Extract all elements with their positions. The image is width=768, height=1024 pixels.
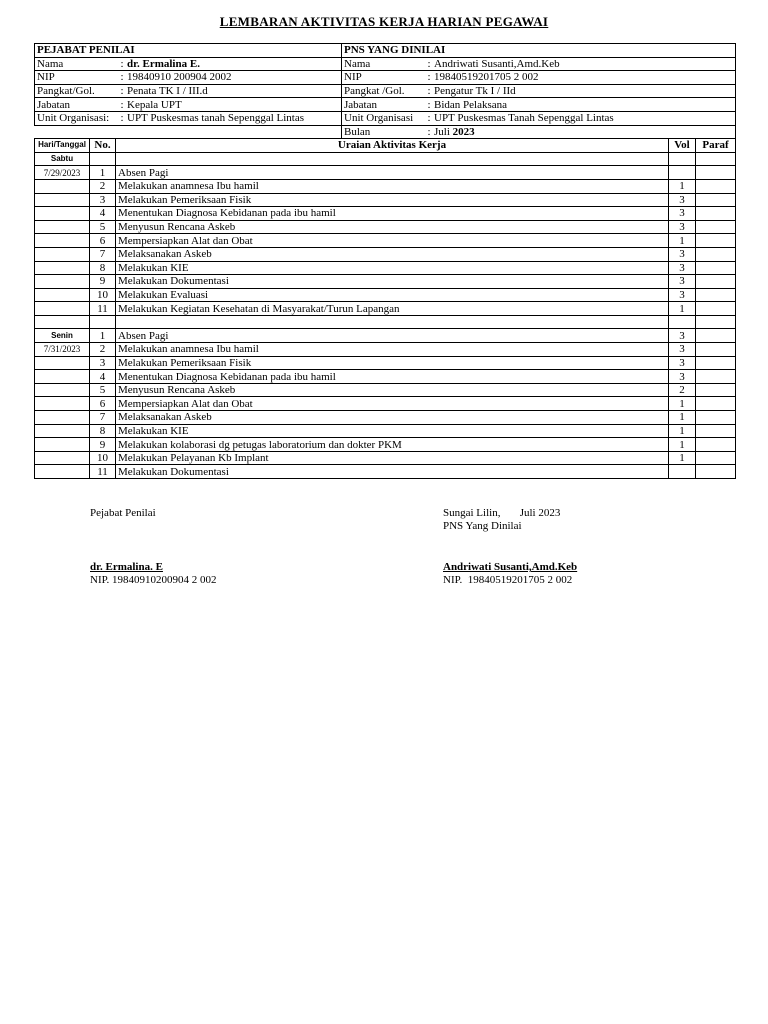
table-row [35,451,736,465]
field-value: Pengatur Tk I / IId [434,85,516,98]
info-row [35,71,736,85]
item-vol: 3 [669,207,696,221]
empty-cell [35,288,90,302]
item-vol: 1 [669,179,696,193]
field-label: Nama [344,57,371,70]
table-row [35,234,736,248]
col-no: No. [90,139,116,153]
table-row [35,193,736,207]
item-no: 8 [90,261,116,275]
item-vol: 3 [669,261,696,275]
empty-cell [696,152,736,166]
item-no: 10 [90,451,116,465]
item-vol: 3 [669,275,696,289]
dinilai-field [342,125,736,139]
item-no: 9 [90,438,116,452]
item-vol: 1 [669,438,696,452]
item-paraf [696,411,736,425]
field-label: Nama [37,57,64,70]
empty-cell [116,152,669,166]
field-colon: : [427,85,431,98]
item-no: 2 [90,179,116,193]
item-paraf [696,288,736,302]
item-vol: 3 [669,343,696,357]
penilai-field [35,57,342,71]
item-activity: Absen Pagi [116,166,669,180]
info-row [35,57,736,71]
item-paraf [696,397,736,411]
empty-cell [35,234,90,248]
item-activity: Melakukan KIE [116,261,669,275]
item-no: 11 [90,302,116,316]
signer-role: PNS Yang Dinilai [443,520,522,532]
item-activity: Melaksanakan Askeb [116,247,669,261]
field-colon: : [427,57,431,70]
field-value: Kepala UPT [127,98,182,111]
field-colon: : [120,98,124,111]
table-row [35,356,736,370]
field-label: Unit Organisasi [344,112,414,125]
signer-name: dr. Ermalina. E [90,561,163,573]
empty-cell [35,465,90,479]
item-no: 4 [90,207,116,221]
item-vol: 3 [669,329,696,343]
item-paraf [696,220,736,234]
item-paraf [696,207,736,221]
table-row [35,220,736,234]
item-activity: Melakukan Pemeriksaan Fisik [116,193,669,207]
item-paraf [696,451,736,465]
item-paraf [696,302,736,316]
empty-cell [35,438,90,452]
empty-cell [696,315,736,329]
item-vol: 3 [669,193,696,207]
dinilai-field [342,98,736,112]
item-vol [669,465,696,479]
item-no: 4 [90,370,116,384]
item-activity: Menyusun Rencana Askeb [116,383,669,397]
empty-cell [90,152,116,166]
empty-cell [35,356,90,370]
field-value: UPT Puskesmas Tanah Sepenggal Lintas [434,112,614,125]
signer-nip: NIP. 19840519201705 2 002 [443,574,573,586]
table-row [35,275,736,289]
item-vol: 3 [669,220,696,234]
field-colon: : [427,71,431,84]
field-label: NIP [37,71,55,84]
item-activity: Menentukan Diagnosa Kebidanan pada ibu hamil [116,370,669,384]
activity-sheet [34,43,736,479]
document-title: LEMBARAN AKTIVITAS KERJA HARIAN PEGAWAI [219,14,549,29]
empty-cell [35,383,90,397]
empty-cell [35,451,90,465]
empty-cell [669,315,696,329]
table-row [35,438,736,452]
empty-cell [35,370,90,384]
field-colon: : [120,112,124,125]
item-no: 3 [90,193,116,207]
item-no: 5 [90,383,116,397]
item-no: 1 [90,166,116,180]
table-row [35,383,736,397]
table-row [35,397,736,411]
field-colon: : [120,85,124,98]
empty-cell [35,397,90,411]
empty-cell [35,179,90,193]
table-row [35,166,736,180]
table-row [35,207,736,221]
item-activity: Absen Pagi [116,329,669,343]
item-no: 8 [90,424,116,438]
signer-name: Andriwati Susanti,Amd.Keb [443,561,578,573]
dinilai-field [342,84,736,98]
field-colon: : [120,57,124,70]
item-vol: 1 [669,424,696,438]
item-no: 5 [90,220,116,234]
field-label: Pangkat /Gol. [344,85,405,98]
item-paraf [696,329,736,343]
item-activity: Melakukan anamnesa Ibu hamil [116,343,669,357]
dinilai-header: PNS YANG DINILAI [342,44,736,58]
empty-cell [35,193,90,207]
table-row [35,261,736,275]
item-activity: Melakukan Kegiatan Kesehatan di Masyarakat/Turun Lapangan [116,302,669,316]
item-vol: 2 [669,383,696,397]
table-row [35,343,736,357]
item-activity: Melakukan Pemeriksaan Fisik [116,356,669,370]
item-paraf [696,438,736,452]
field-label: Bulan [344,125,371,138]
item-activity: Melakukan Evaluasi [116,288,669,302]
item-vol: 3 [669,356,696,370]
item-no: 7 [90,411,116,425]
item-paraf [696,166,736,180]
day-name: Senin [35,329,90,343]
penilai-header: PEJABAT PENILAI [35,44,342,58]
col-activity: Uraian Aktivitas Kerja [116,139,669,153]
table-row [35,370,736,384]
field-value: 19840910 200904 2002 [127,71,232,84]
empty-cell [35,261,90,275]
item-paraf [696,424,736,438]
item-activity: Melakukan kolaborasi dg petugas laboratorium dan dokter PKM [116,438,669,452]
empty-cell [35,207,90,221]
field-value: Bidan Pelaksana [434,98,508,111]
item-paraf [696,343,736,357]
signature-right [443,507,577,587]
day-date: 7/29/2023 [35,166,90,180]
item-activity: Melakukan Pelayanan Kb Implant [116,451,669,465]
empty-cell [669,152,696,166]
info-row [35,84,736,98]
item-paraf [696,275,736,289]
item-paraf [696,234,736,248]
item-no: 9 [90,275,116,289]
penilai-field [35,111,342,125]
table-row [35,247,736,261]
item-no: 10 [90,288,116,302]
item-no: 2 [90,343,116,357]
item-activity: Melakukan anamnesa Ibu hamil [116,179,669,193]
item-no: 11 [90,465,116,479]
field-value: UPT Puskesmas tanah Sepenggal Lintas [127,112,304,125]
item-no: 6 [90,397,116,411]
item-vol: 1 [669,397,696,411]
field-value: dr. Ermalina E. [127,57,200,70]
table-row [35,288,736,302]
signature-left [90,507,217,587]
field-value-year: 2023 [452,125,475,138]
party-header-row [35,44,736,58]
item-vol: 3 [669,370,696,384]
info-row [35,111,736,125]
table-row [35,302,736,316]
item-activity: Mempersiapkan Alat dan Obat [116,234,669,248]
item-paraf [696,261,736,275]
table-row [35,424,736,438]
empty-cell [35,247,90,261]
info-row [35,125,736,139]
penilai-field [35,84,342,98]
empty-cell [35,411,90,425]
item-paraf [696,247,736,261]
field-label: Jabatan [344,98,377,111]
field-colon: : [120,71,124,84]
item-vol [669,166,696,180]
table-row [35,465,736,479]
item-vol: 3 [669,247,696,261]
item-activity: Melakukan Dokumentasi [116,465,669,479]
signer-nip: NIP. 19840910200904 2 002 [90,574,217,586]
item-no: 1 [90,329,116,343]
item-vol: 1 [669,451,696,465]
place-date: Sungai Lilin, Juli 2023 [443,507,561,519]
empty-cell [90,315,116,329]
item-paraf [696,370,736,384]
field-colon: : [427,112,431,125]
item-paraf [696,383,736,397]
item-vol: 1 [669,234,696,248]
item-vol: 3 [669,288,696,302]
item-vol: 1 [669,302,696,316]
penilai-field [35,98,342,112]
empty-cell [35,315,90,329]
empty-cell [35,125,342,139]
item-paraf [696,465,736,479]
field-value: Juli [434,125,450,138]
empty-cell [35,275,90,289]
field-value: 19840519201705 2 002 [434,71,539,84]
item-no: 6 [90,234,116,248]
item-no: 3 [90,356,116,370]
item-activity: Menentukan Diagnosa Kebidanan pada ibu hamil [116,207,669,221]
field-label: NIP [344,71,362,84]
item-activity: Melakukan Dokumentasi [116,275,669,289]
day-row [35,152,736,166]
field-value: Penata TK I / III.d [127,85,208,98]
column-header-row [35,139,736,153]
dinilai-field [342,71,736,85]
item-paraf [696,179,736,193]
dinilai-field [342,57,736,71]
col-vol: Vol [669,139,696,153]
item-activity: Mempersiapkan Alat dan Obat [116,397,669,411]
table-row [35,179,736,193]
field-colon: : [427,98,431,111]
table-row [35,329,736,343]
field-label: Unit Organisasi: [37,112,110,125]
dinilai-field [342,111,736,125]
day-name: Sabtu [35,152,90,166]
field-label: Pangkat/Gol. [37,85,95,98]
item-paraf [696,356,736,370]
col-date: Hari/Tanggal [35,139,90,153]
item-activity: Melaksanakan Askeb [116,411,669,425]
empty-cell [35,424,90,438]
item-activity: Melakukan KIE [116,424,669,438]
penilai-field [35,71,342,85]
empty-cell [35,302,90,316]
field-colon: : [427,125,431,138]
field-label: Jabatan [37,98,70,111]
info-row [35,98,736,112]
spacer-row [35,315,736,329]
item-no: 7 [90,247,116,261]
table-row [35,411,736,425]
item-activity: Menyusun Rencana Askeb [116,220,669,234]
col-paraf: Paraf [696,139,736,153]
day-date: 7/31/2023 [35,343,90,357]
signer-role: Pejabat Penilai [90,507,156,519]
item-paraf [696,193,736,207]
item-vol: 1 [669,411,696,425]
empty-cell [35,220,90,234]
empty-cell [116,315,669,329]
field-value: Andriwati Susanti,Amd.Keb [434,57,560,70]
